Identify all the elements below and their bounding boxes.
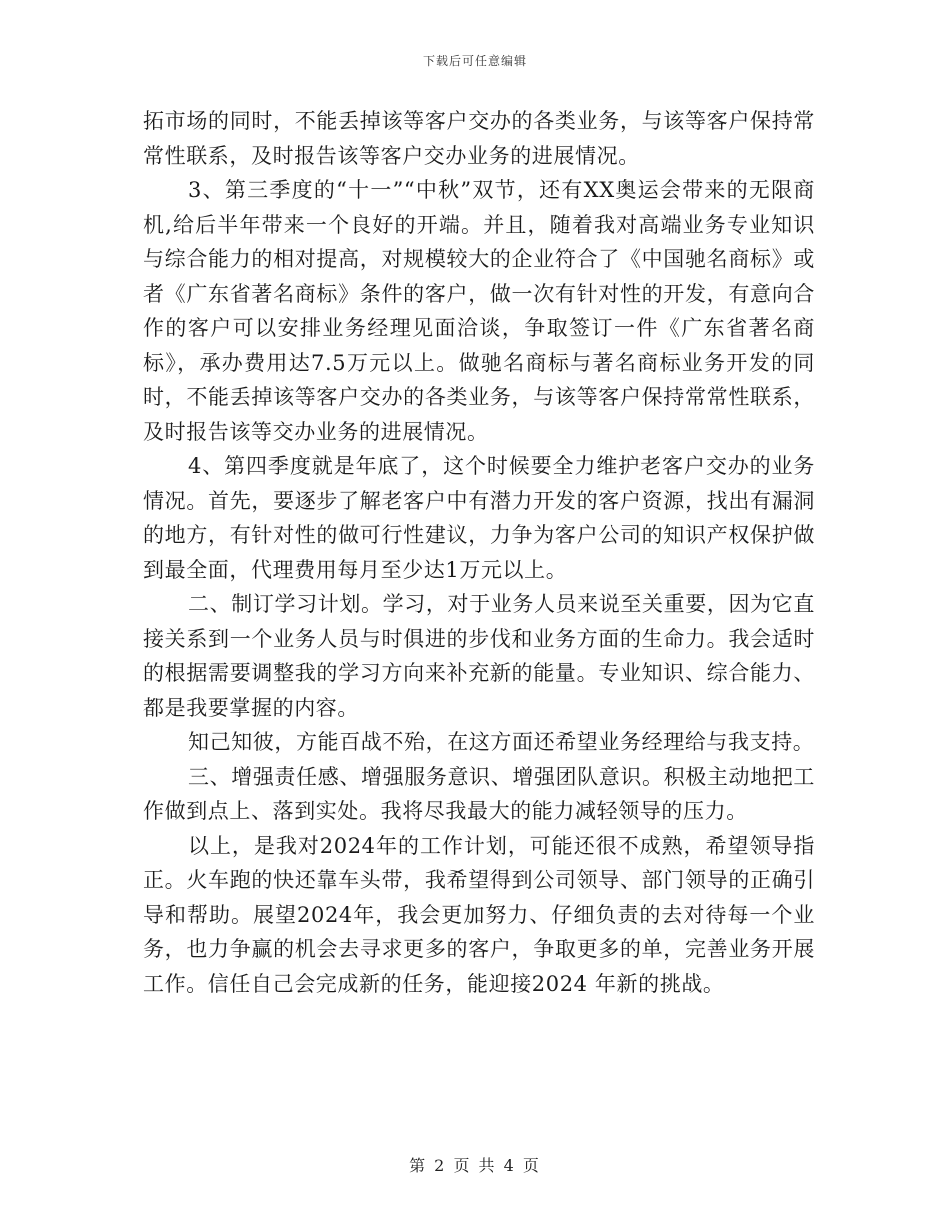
page-header: 下载后可任意编辑 <box>422 54 527 68</box>
paragraph: 4、第四季度就是年底了，这个时候要全力维护老客户交办的业务情况。首先，要逐步了解老客户中有潜力开发的客户资源，找出有漏洞的地方，有针对性的做可行性建议，力争为客户公司的知识产权保护做到最全面，代理费用每月至少达1万元以上。 <box>143 454 815 582</box>
page-footer: 第 2 页 共 4 页 <box>409 1156 541 1175</box>
paragraph: 三、增强责任感、增强服务意识、增强团队意识。积极主动地把工作做到点上、落到实处。我将尽我最大的能力减轻领导的压力。 <box>143 764 815 823</box>
paragraph: 3、第三季度的“十一”“中秋”双节，还有XX奥运会带来的无限商机,给后半年带来一个良好的开端。并且，随着我对高端业务专业知识与综合能力的相对提高，对规模较大的企业符合了《中国驰名商标》或者《广东省著名商标》条件的客户，做一次有针对性的开发，有意向合作的客户可以安排业务经理见面洽谈，争取签订一件《广东省著名商标》，承办费用达7.5万元以上。做驰名商标与著名商标业务开发的同时，不能丢掉该等客户交办的各类业务，与该等客户保持常常性联系，及时报告该等交办业务的进展情况。 <box>143 178 815 444</box>
paragraph: 知己知彼，方能百战不殆，在这方面还希望业务经理给与我支持。 <box>188 730 815 754</box>
document-body <box>143 104 815 1001</box>
paragraph: 二、制订学习计划。学习，对于业务人员来说至关重要，因为它直接关系到一个业务人员与时俱进的步伐和业务方面的生命力。我会适时的根据需要调整我的学习方向来补充新的能量。专业知识、综合能力、都是我要掌握的内容。 <box>143 592 815 720</box>
paragraph: 拓市场的同时，不能丢掉该等客户交办的各类业务，与该等客户保持常常性联系，及时报告该等客户交办业务的进展情况。 <box>143 109 815 168</box>
paragraph: 以上，是我对2024年的工作计划，可能还很不成熟，希望领导指正。火车跑的快还靠车头带，我希望得到公司领导、部门领导的正确引导和帮助。展望2024年，我会更加努力、仔细负责的去对待每一个业务，也力争赢的机会去寻求更多的客户，争取更多的单，完善业务开展工作。信任自己会完成新的任务，能迎接2024 年新的挑战。 <box>143 833 815 996</box>
